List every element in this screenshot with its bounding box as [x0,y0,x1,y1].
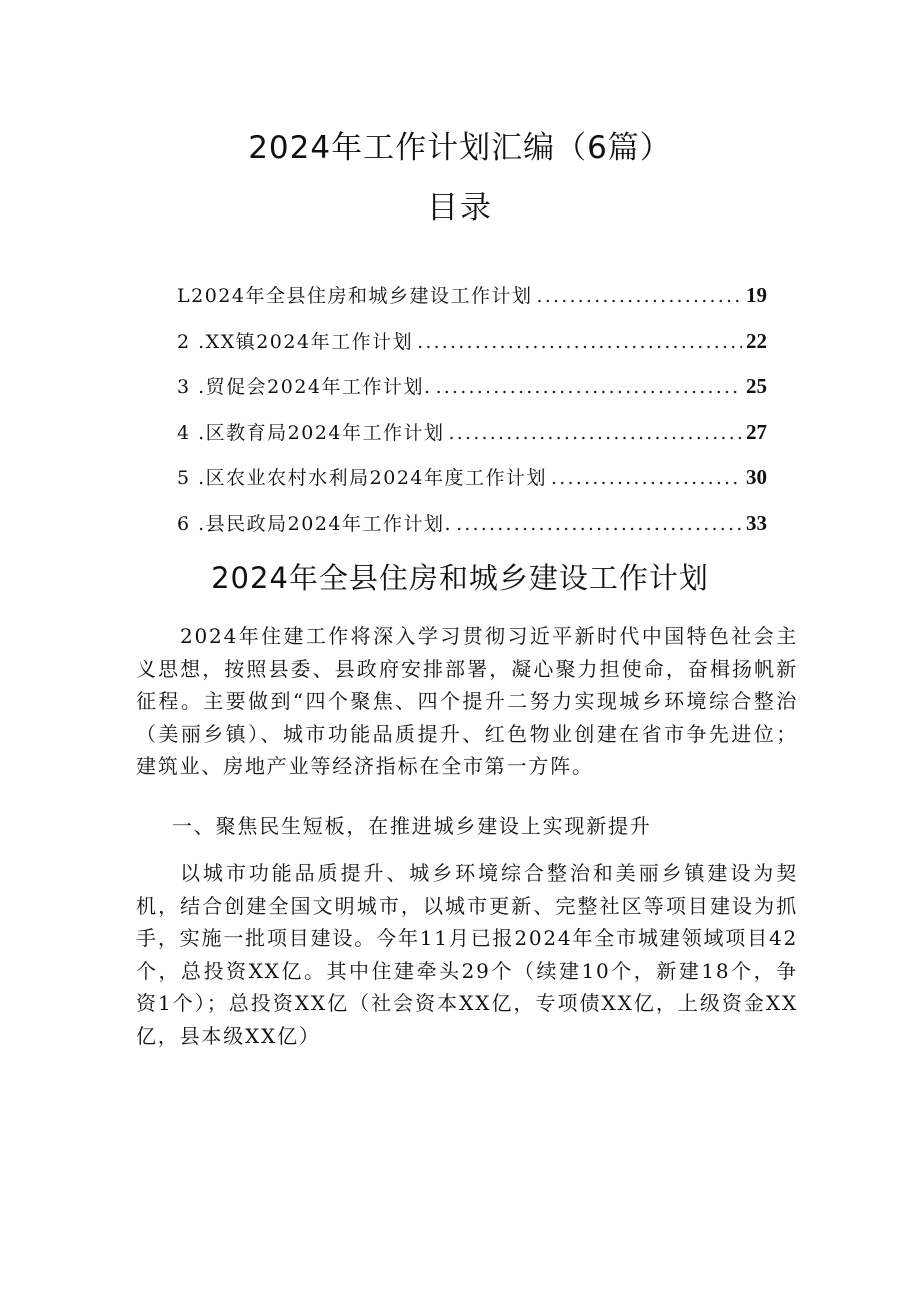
toc-entry[interactable] [177,508,767,554]
toc-heading: 目录 [427,190,493,226]
toc-entry-label: 2 .XX镇2024年工作计划 [177,330,414,353]
toc-dot-leader [456,509,742,539]
toc-dot-leader [417,327,742,357]
section-title: 2024年全县住房和城乡建设工作计划 [211,561,709,595]
toc-entry-page: 22 [746,328,767,353]
toc-entry-label: L2024年全县住房和城乡建设工作计划 [177,285,533,307]
document-title: 2024年工作计划汇编（6篇） [248,130,672,166]
toc-entry-label: 3 .贸促会2024年工作计划. [177,376,432,398]
body-paragraph: 以城市功能品质提升、城乡环境综合整治和美丽乡镇建设为契机，结合创建全国文明城市，以城市更新、完整社区等项目建设为抓手，实施一批项目建设。今年11月已报2024年全市城建领域项目42个，总投资XX亿。其中住建牵头29个（续建10个，新建18个，争资1个）；总投资XX亿（社会资本XX亿，专项债XX亿，上级资金XX亿，县本级XX亿） [136,861,798,1048]
toc-dot-leader [551,463,742,493]
table-of-contents [177,280,767,553]
toc-entry[interactable] [177,462,767,508]
toc-entry-page: 30 [746,465,767,489]
toc-entry-page: 27 [746,419,767,444]
toc-dot-leader [449,418,742,448]
body-paragraph: 2024年住建工作将深入学习贯彻习近平新时代中国特色社会主义思想，按照县委、县政府安排部署，凝心聚力担使命，奋楫扬帆新征程。主要做到“四个聚焦、四个提升二努力实现城乡环境综合整治（美丽乡镇）、城市功能品质提升、红色物业创建在省市争先进位；建筑业、房地产业等经济指标在全市第一方阵。 [136,624,798,778]
toc-entry-page: 19 [746,283,767,307]
toc-entry[interactable] [177,280,767,326]
toc-entry-page: 25 [746,374,767,398]
toc-entry[interactable] [177,371,767,417]
toc-entry-label: 6 .县民政局2024年工作计划. [177,512,453,535]
toc-entry-page: 33 [746,510,767,535]
toc-entry[interactable] [177,417,767,463]
toc-entry-label: 5 .区农业农村水利局2024年度工作计划 [177,467,548,489]
toc-dot-leader [536,281,742,311]
toc-entry-label: 4 .区教育局2024年工作计划 [177,421,445,444]
toc-entry[interactable] [177,326,767,372]
toc-dot-leader [436,372,742,402]
section-subheading: 一、聚焦民生短板，在推进城乡建设上实现新提升 [172,814,652,838]
